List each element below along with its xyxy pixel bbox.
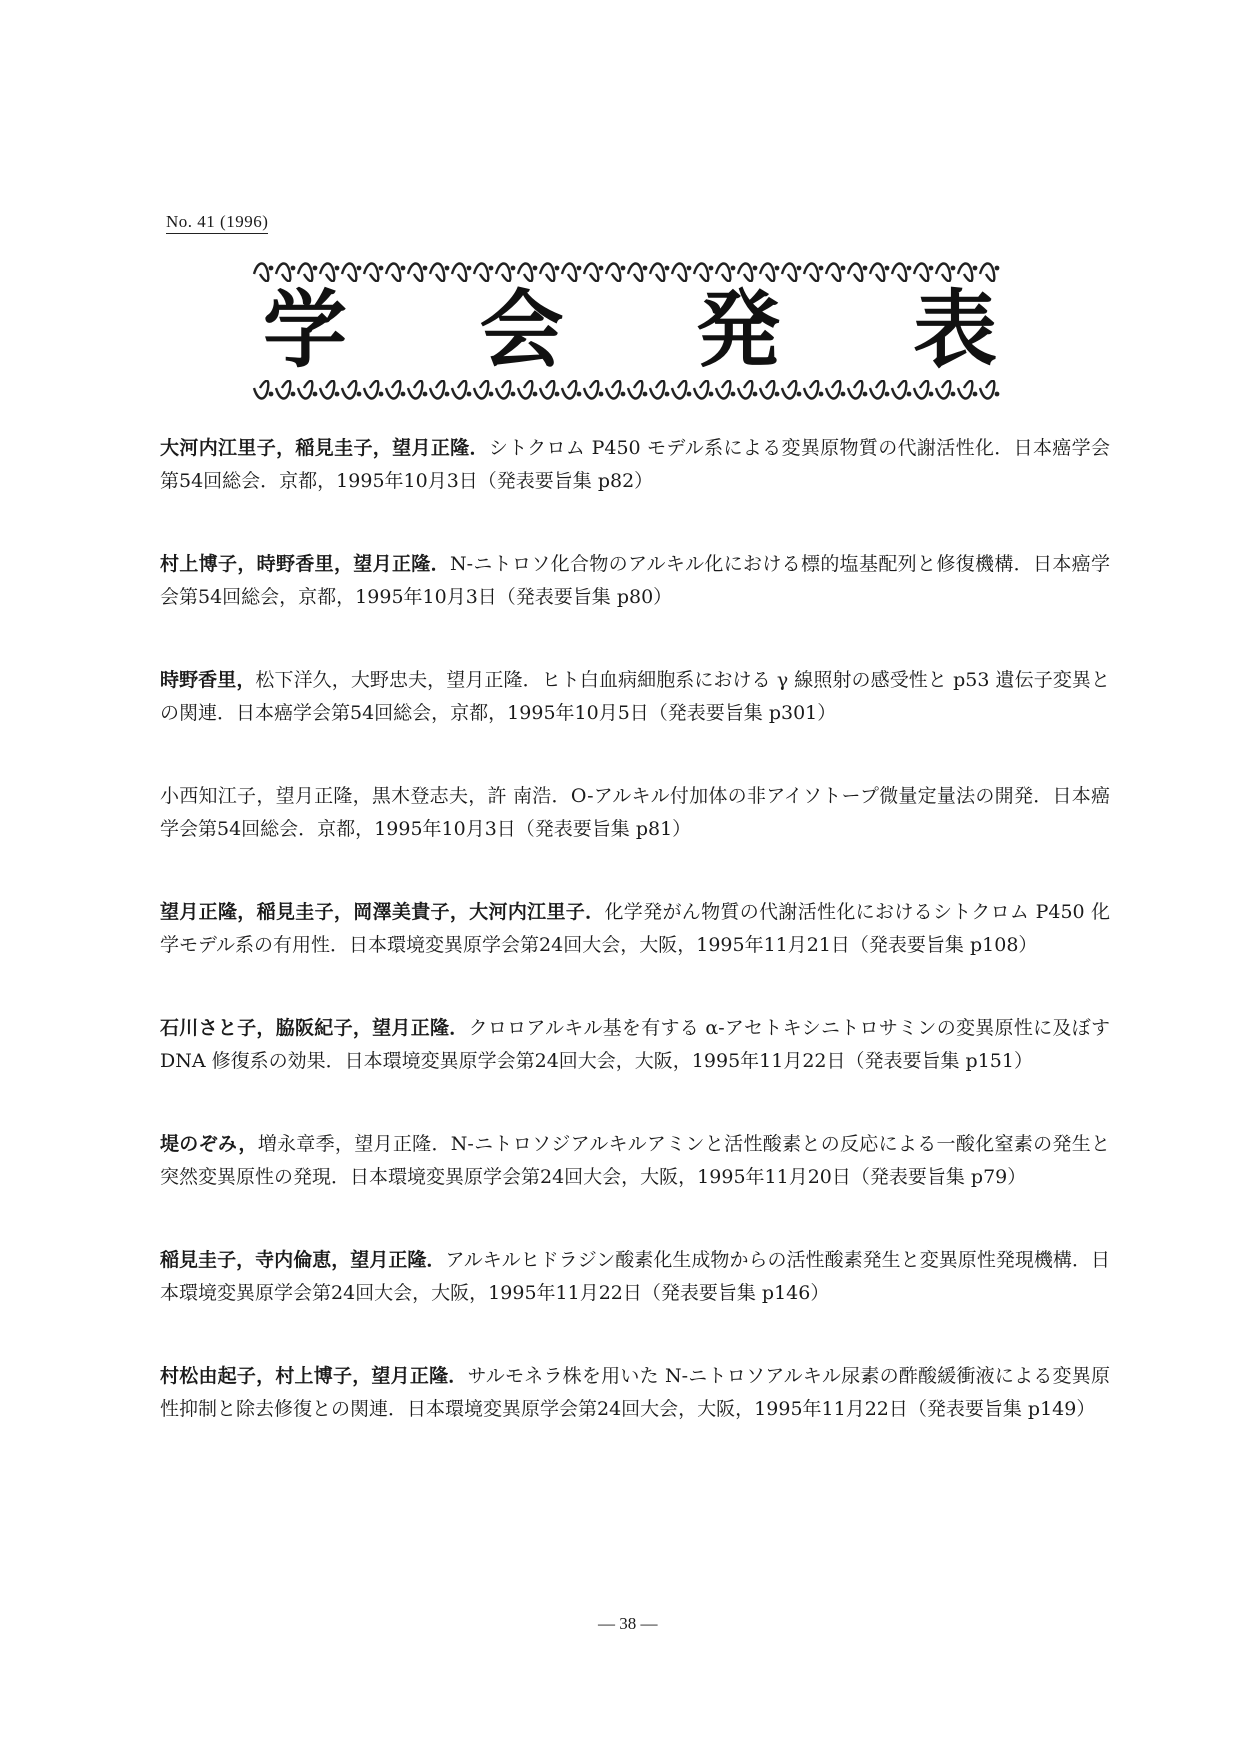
ornament-scroll — [804, 264, 823, 282]
ornament-scroll — [848, 381, 867, 399]
ornament-scroll — [364, 264, 383, 282]
issue-number: No. 41 (1996) — [166, 212, 268, 234]
ornament-scroll — [870, 264, 889, 282]
ornament-scroll — [826, 381, 845, 399]
ornament-scroll — [694, 264, 713, 282]
ornament-scroll — [496, 381, 515, 399]
ornament-border-top — [252, 256, 1002, 282]
ornament-scroll — [562, 264, 581, 282]
ornament-scroll — [892, 381, 911, 399]
ornament-scroll — [606, 381, 625, 399]
entry-text: 増永章季，望月正隆．N-ニトロソジアルキルアミンと活性酸素との反応による一酸化窒素の発生と突然変異原性の発現．日本環境変異原学会第24回大会，大阪，1995年11月20日（発表要旨集 p79） — [160, 1133, 1110, 1188]
entry — [160, 1012, 1110, 1078]
ornament-scroll — [408, 264, 427, 282]
ornament-scroll — [914, 381, 933, 399]
ornament-scroll — [848, 264, 867, 282]
ornament-scroll — [738, 264, 757, 282]
entry-authors: 時野香里， — [160, 669, 256, 691]
ornament-scroll — [782, 264, 801, 282]
ornament-scroll — [738, 381, 757, 399]
ornament-scroll — [342, 381, 361, 399]
entry — [160, 896, 1110, 962]
title-char-2: 会 — [479, 281, 564, 379]
ornament-scroll — [672, 264, 691, 282]
ornament-scroll — [452, 381, 471, 399]
ornament-scroll — [254, 264, 273, 282]
entry-text: アルキルヒドラジン酸素化生成物からの活性酸素発生と変異原性発現機構．日本環境変異原学会第24回大会，大阪，1995年11月22日（発表要旨集 p146） — [160, 1249, 1110, 1304]
ornament-scroll — [672, 381, 691, 399]
ornament-scroll — [914, 264, 933, 282]
ornament-scroll — [980, 381, 999, 399]
ornament-scroll — [540, 381, 559, 399]
ornament-scroll — [518, 264, 537, 282]
entry-authors: 村上博子，時野香里，望月正隆． — [160, 553, 450, 575]
ornament-scroll — [760, 381, 779, 399]
ornament-scroll — [298, 264, 317, 282]
ornament-scroll — [958, 381, 977, 399]
ornament-scroll — [980, 264, 999, 282]
entry-authors: 石川さと子，脇阪紀子，望月正隆． — [160, 1017, 469, 1039]
ornament-scroll — [650, 381, 669, 399]
ornament-scroll — [694, 381, 713, 399]
ornament-border-bottom — [252, 380, 1002, 406]
ornament-scroll — [584, 381, 603, 399]
entry-text: 松下洋久，大野忠夫，望月正隆．ヒト白血病細胞系における γ 線照射の感受性と p53 遺伝子変異との関連．日本癌学会第54回総会，京都，1995年10月5日（発表要旨集 p301） — [160, 669, 1110, 724]
ornament-scroll — [606, 264, 625, 282]
ornament-scroll — [936, 381, 955, 399]
ornament-scroll — [584, 264, 603, 282]
ornament-scroll — [760, 264, 779, 282]
ornament-scroll — [320, 381, 339, 399]
ornament-scroll — [540, 264, 559, 282]
title-char-3: 発 — [696, 281, 781, 379]
entry-text: 化学発がん物質の代謝活性化におけるシトクロム P450 化学モデル系の有用性．日本環境変異原学会第24回大会，大阪，1995年11月21日（発表要旨集 p108） — [160, 901, 1110, 956]
ornament-scroll — [936, 264, 955, 282]
ornament-scroll — [254, 381, 273, 399]
ornament-scroll — [782, 381, 801, 399]
ornament-scroll — [474, 381, 493, 399]
ornament-scroll — [474, 264, 493, 282]
entry — [160, 1360, 1110, 1426]
entry — [160, 664, 1110, 730]
ornament-scroll — [716, 264, 735, 282]
entry-text: サルモネラ株を用いた N-ニトロソアルキル尿素の酢酸緩衝液による変異原性抑制と除去修復との関連．日本環境変異原学会第24回大会，大阪，1995年11月22日（発表要旨集 p149） — [160, 1365, 1110, 1420]
ornament-scroll — [276, 264, 295, 282]
ornament-scroll — [958, 264, 977, 282]
presentation-list — [160, 432, 1110, 1426]
entry-text: クロロアルキル基を有する α-アセトキシニトロサミンの変異原性に及ぼす DNA 修復系の効果．日本環境変異原学会第24回大会，大阪，1995年11月22日（発表要旨集 p151） — [160, 1017, 1110, 1072]
ornament-scroll — [804, 381, 823, 399]
ornament-scroll — [716, 381, 735, 399]
ornament-scroll — [650, 264, 669, 282]
ornament-scroll — [628, 381, 647, 399]
ornament-scroll — [342, 264, 361, 282]
entry-authors: 堤のぞみ， — [160, 1133, 258, 1155]
ornament-scroll — [430, 381, 449, 399]
page-number: — 38 — — [598, 1614, 658, 1633]
ornament-scroll — [408, 381, 427, 399]
ornament-scroll — [628, 264, 647, 282]
ornament-scroll — [518, 381, 537, 399]
ornament-scroll — [826, 264, 845, 282]
entry — [160, 432, 1110, 498]
title-char-4: 表 — [912, 281, 997, 379]
entry-text: N-ニトロソ化合物のアルキル化における標的塩基配列と修復機構．日本癌学会第54回総会，京都，1995年10月3日（発表要旨集 p80） — [160, 553, 1110, 608]
ornament-scroll — [298, 381, 317, 399]
ornament-scroll — [430, 264, 449, 282]
ornament-scroll — [562, 381, 581, 399]
entry-authors: 稲見圭子，寺内倫恵，望月正隆． — [160, 1249, 446, 1271]
entry-authors: 望月正隆，稲見圭子，岡澤美貴子，大河内江里子． — [160, 901, 605, 923]
ornament-scroll — [386, 264, 405, 282]
entry — [160, 1128, 1110, 1194]
ornament-scroll — [276, 381, 295, 399]
ornament-scroll — [386, 381, 405, 399]
entry — [160, 1244, 1110, 1310]
title-char-1: 学 — [262, 281, 347, 379]
entry-text: 小西知江子，望月正隆，黒木登志夫，許 南浩．O-アルキル付加体の非アイソトープ微量定量法の開発．日本癌学会第54回総会．京都，1995年10月3日（発表要旨集 p81） — [160, 785, 1110, 840]
ornament-scroll — [452, 264, 471, 282]
ornament-scroll — [892, 264, 911, 282]
ornament-scroll — [364, 381, 383, 399]
ornament-scroll — [320, 264, 339, 282]
page-title — [250, 282, 1010, 378]
entry — [160, 548, 1110, 614]
entry-text: シトクロム P450 モデル系による変異原物質の代謝活性化．日本癌学会第54回総会．京都，1995年10月3日（発表要旨集 p82） — [160, 437, 1110, 492]
ornament-scroll — [496, 264, 515, 282]
entry-authors: 大河内江里子，稲見圭子，望月正隆． — [160, 437, 489, 459]
ornament-scroll — [870, 381, 889, 399]
entry — [160, 780, 1110, 846]
entry-authors: 村松由起子，村上博子，望月正隆． — [160, 1365, 468, 1387]
